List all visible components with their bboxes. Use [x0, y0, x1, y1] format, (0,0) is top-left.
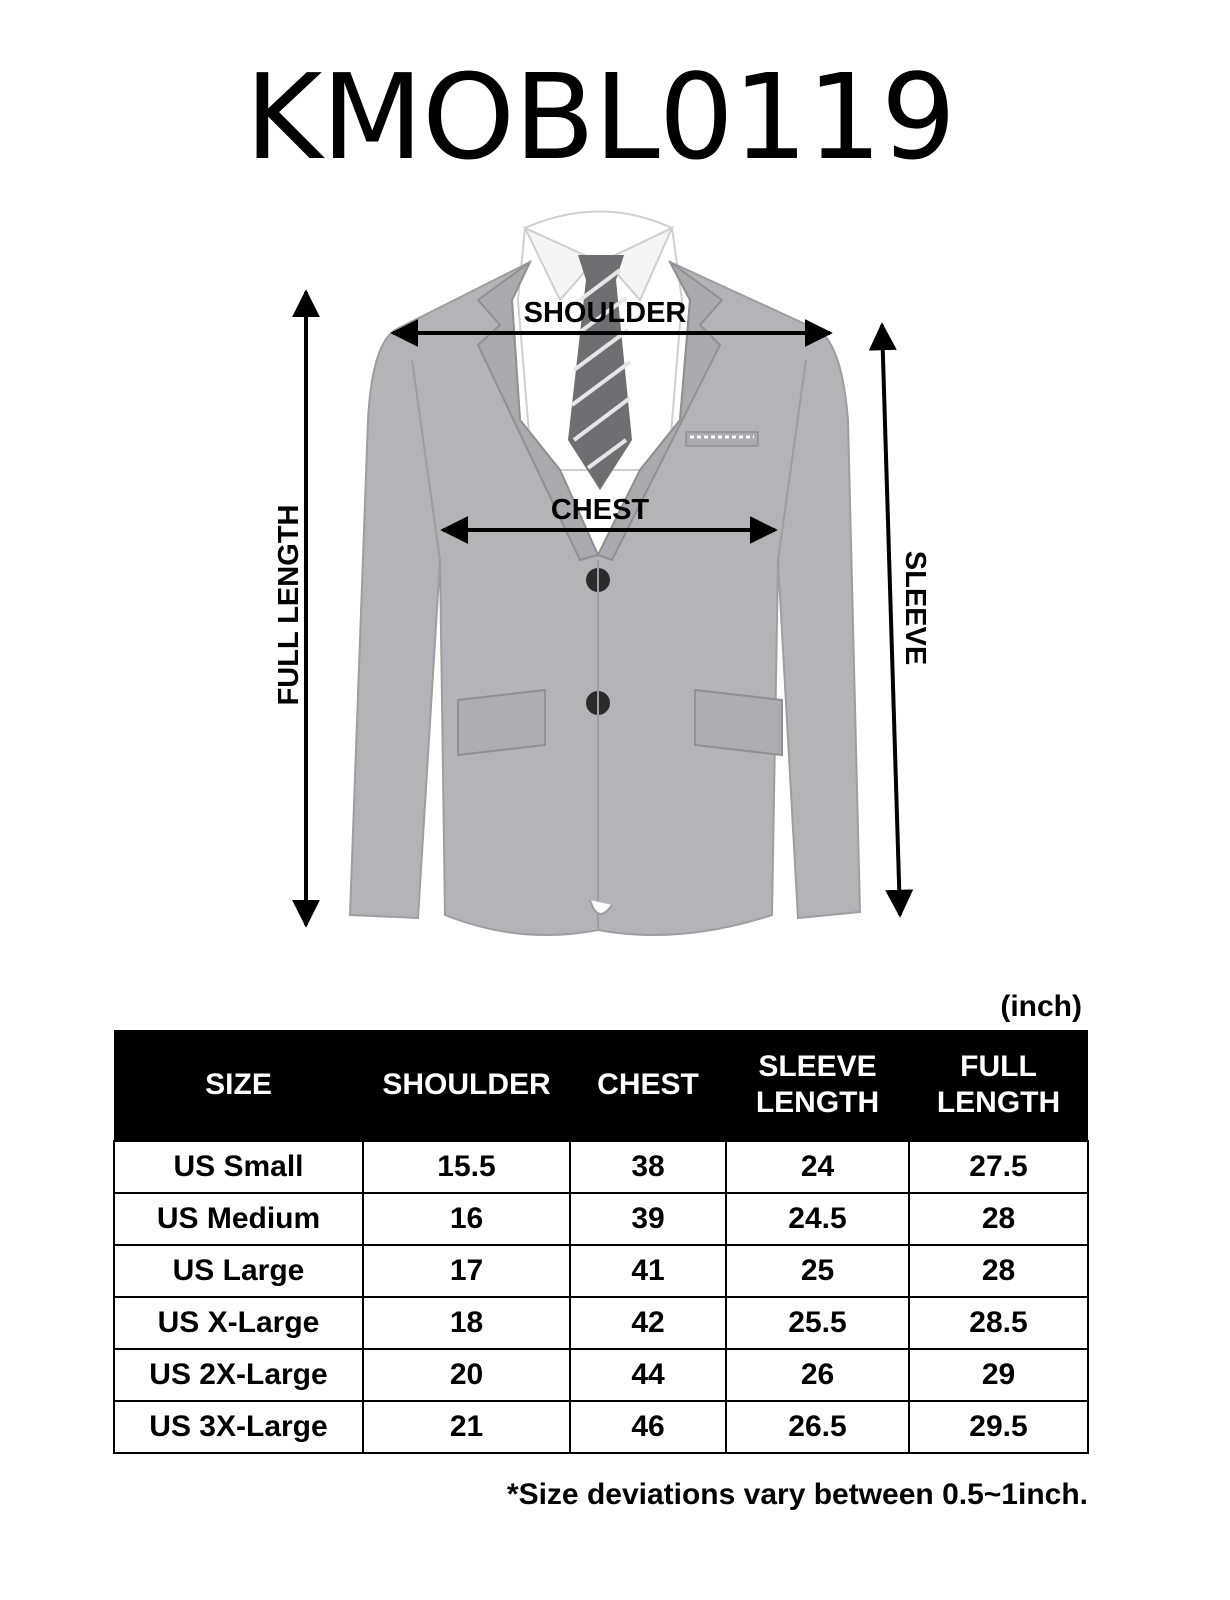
cell-sleeve-length: 24 [726, 1141, 909, 1193]
cell-shoulder: 20 [363, 1349, 570, 1401]
table-row [114, 1193, 1088, 1245]
cell-size: US X-Large [114, 1297, 363, 1349]
cell-chest: 42 [570, 1297, 726, 1349]
shoulder-label: SHOULDER [523, 297, 687, 329]
cell-sleeve-length: 24.5 [726, 1193, 909, 1245]
cell-full-length: 29.5 [909, 1401, 1088, 1453]
cell-size: US 2X-Large [114, 1349, 363, 1401]
table-row [114, 1245, 1088, 1297]
cell-full-length: 28.5 [909, 1297, 1088, 1349]
left-flap-pocket [458, 690, 545, 755]
header-shoulder: SHOULDER [363, 1030, 570, 1141]
cell-shoulder: 16 [363, 1193, 570, 1245]
cell-shoulder: 17 [363, 1245, 570, 1297]
header-chest: CHEST [570, 1030, 726, 1141]
cell-size: US 3X-Large [114, 1401, 363, 1453]
cell-sleeve-length: 26 [726, 1349, 909, 1401]
cell-chest: 46 [570, 1401, 726, 1453]
cell-full-length: 28 [909, 1245, 1088, 1297]
header-size: SIZE [114, 1030, 363, 1141]
cell-chest: 44 [570, 1349, 726, 1401]
cell-sleeve-length: 25 [726, 1245, 909, 1297]
header-full-length: FULL LENGTH [909, 1030, 1088, 1141]
cell-full-length: 28 [909, 1193, 1088, 1245]
cell-size: US Large [114, 1245, 363, 1297]
table-row [114, 1141, 1088, 1193]
header-sleeve-length: SLEEVE LENGTH [726, 1030, 909, 1141]
cell-full-length: 29 [909, 1349, 1088, 1401]
cell-chest: 39 [570, 1193, 726, 1245]
table-row [114, 1349, 1088, 1401]
chest-label: CHEST [550, 494, 650, 526]
cell-full-length: 27.5 [909, 1141, 1088, 1193]
sleeve-arrow [882, 325, 900, 915]
cell-sleeve-length: 25.5 [726, 1297, 909, 1349]
size-chart-table [113, 1030, 1089, 1454]
cell-chest: 38 [570, 1141, 726, 1193]
cell-shoulder: 18 [363, 1297, 570, 1349]
cell-sleeve-length: 26.5 [726, 1401, 909, 1453]
right-flap-pocket [695, 690, 782, 755]
table-row [114, 1297, 1088, 1349]
product-title: KMOBL0119 [244, 48, 956, 186]
cell-size: US Medium [114, 1193, 363, 1245]
breast-pocket [686, 432, 758, 446]
cell-shoulder: 15.5 [363, 1141, 570, 1193]
sleeve-label: SLEEVE [899, 550, 931, 666]
table-row [114, 1401, 1088, 1453]
size-deviation-note: *Size deviations vary between 0.5~1inch. [506, 1478, 1088, 1511]
cell-size: US Small [114, 1141, 363, 1193]
full-length-label: FULL LENGTH [273, 504, 305, 706]
unit-label: (inch) [1000, 990, 1082, 1023]
cell-shoulder: 21 [363, 1401, 570, 1453]
cell-chest: 41 [570, 1245, 726, 1297]
table-header-row [114, 1030, 1088, 1141]
